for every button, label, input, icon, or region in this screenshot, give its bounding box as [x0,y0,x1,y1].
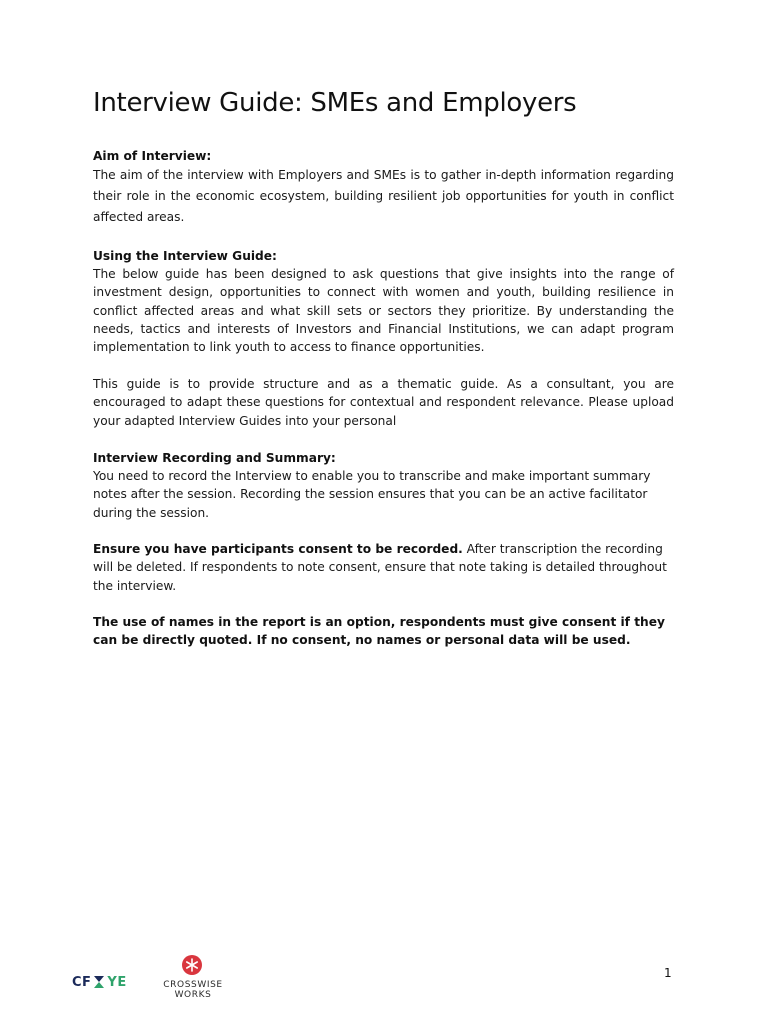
page-number: 1 [664,966,672,980]
crosswise-works-wordmark [157,980,229,1000]
using-guide-paragraph: The below guide has been designed to ask questions that give insights into the range of investment design, opportunities to connect with women and youth, building resilience in conflict affected areas and what skill sets or sectors they prioritize. By understanding the needs, tactics and interests of Investors and Financial Institutions, we can adapt program implementation to link youth to access to finance opportunities. [93,267,674,355]
aim-paragraph: The aim of the interview with Employers and SMEs is to gather in-depth information regarding their role in the economic ecosystem, building resilient job opportunities for youth in conflict affected areas. [93,168,674,224]
crosswise-works-logo [157,954,229,1004]
cfye-logo [72,970,142,994]
names-section [93,613,674,650]
structure-section [93,375,674,430]
consent-bold-text: Ensure you have participants consent to be recorded. [93,542,463,556]
using-guide-heading: Using the Interview Guide: [93,249,277,263]
using-guide-section [93,247,674,356]
aim-heading: Aim of Interview: [93,149,212,163]
names-paragraph: The use of names in the report is an option, respondents must give consent if they can be directly quoted. If no consent, no names or personal data will be used. [93,615,665,648]
crosswise-line2: WORKS [174,990,212,1000]
aim-section [93,147,674,228]
hourglass-icon [94,976,104,988]
recording-paragraph: You need to record the Interview to enable you to transcribe and make important summary notes after the session. Recording the session ensures that you can be an active facilitator during the session. [93,469,651,520]
crosswise-line1: CROSSWISE [163,980,223,990]
recording-section [93,449,674,522]
cfye-logo-right: YE [107,974,127,990]
star-badge-icon [157,954,229,976]
consent-paragraph [93,540,674,595]
consent-body-text: After transcription the recording will be deleted. If respondents to note consent, ensure that note taking is detailed throughout the interview. [93,542,667,593]
consent-section [93,540,674,595]
recording-heading: Interview Recording and Summary: [93,451,336,465]
cfye-logo-left: CF [72,974,92,990]
document-title: Interview Guide: SMEs and Employers [93,88,577,118]
structure-paragraph: This guide is to provide structure and as a thematic guide. As a consultant, you are encouraged to adapt these questions for contextual and respondent relevance. Please upload your adapted Interview Guides into your personal [93,377,674,428]
